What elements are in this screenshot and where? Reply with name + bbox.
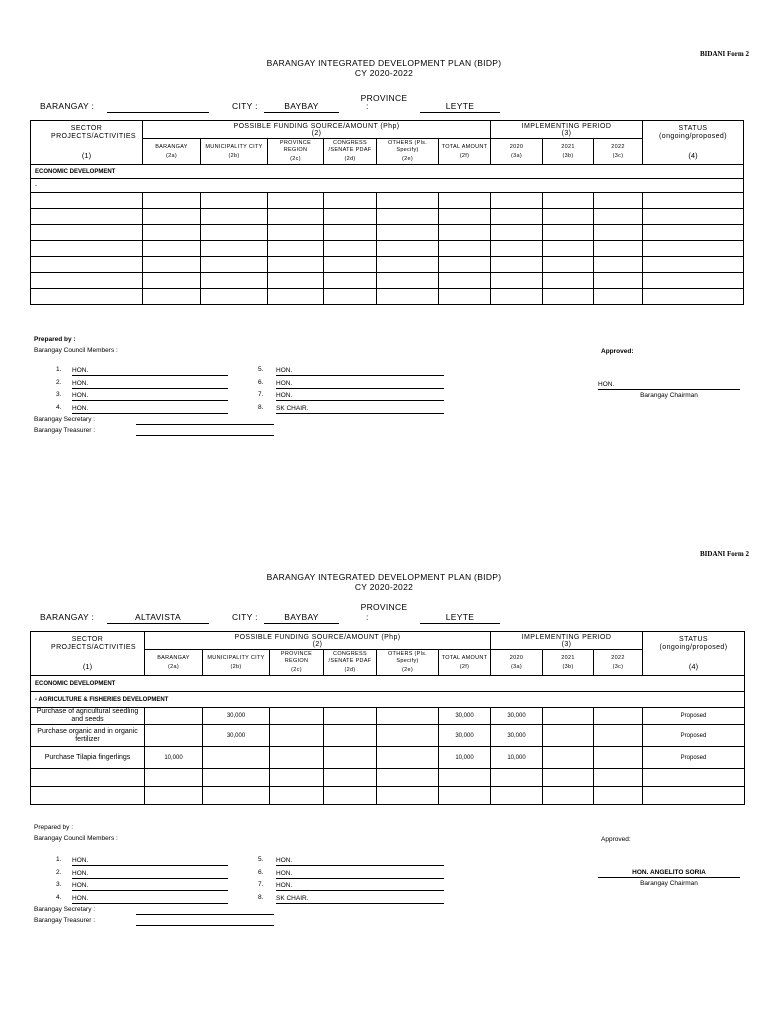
table-cell[interactable] [377, 289, 439, 305]
table-cell[interactable] [31, 273, 143, 289]
header-others-num: (2e) [402, 156, 413, 162]
member-signature-line[interactable]: HON. [276, 379, 444, 389]
table-cell[interactable] [31, 257, 143, 273]
table-cell[interactable] [643, 193, 744, 209]
table-cell[interactable] [268, 241, 324, 257]
member-signature-line[interactable]: HON. [276, 881, 444, 891]
table-row [31, 193, 744, 209]
form-subtitle: CY 2020-2022 [354, 68, 414, 78]
secretary-label: Barangay Secretary : [34, 906, 96, 913]
header-municipality-label: MUNICIPALITY CITY [207, 654, 265, 661]
form-title: BARANGAY INTEGRATED DEVELOPMENT PLAN (BIDP) [266, 58, 502, 68]
header-sector [31, 121, 143, 165]
table-row [31, 787, 745, 805]
table-cell[interactable] [145, 787, 203, 805]
table-cell[interactable] [543, 747, 594, 769]
header-2020-num: (3a) [511, 663, 522, 670]
city-field[interactable]: BAYBAY [264, 612, 339, 624]
header-province [268, 139, 324, 165]
header-2021 [543, 650, 594, 676]
table-cell[interactable] [543, 241, 594, 257]
header-municipality [203, 650, 270, 676]
table-cell[interactable]: 10,000 [491, 747, 543, 769]
table-cell[interactable] [145, 725, 203, 747]
header-2021-label: 2021 [561, 654, 575, 661]
table-cell[interactable] [268, 257, 324, 273]
header-2020-num: (3a) [511, 152, 522, 159]
header-municipality [201, 139, 268, 165]
table-cell[interactable]: 30,000 [491, 725, 543, 747]
member-signature-line[interactable]: SK CHAIR. [276, 404, 444, 414]
table-cell[interactable] [643, 289, 744, 305]
table-row [31, 289, 744, 305]
table-cell[interactable] [201, 225, 268, 241]
header-others-label: OTHERS (Pls. Specify) [387, 140, 428, 153]
table-cell[interactable]: 30,000 [491, 708, 543, 725]
header-status [643, 632, 745, 676]
table-cell[interactable] [594, 225, 643, 241]
header-province-label: PROVINCE REGION [279, 140, 312, 153]
form-code: BIDANI Form 2 [700, 550, 749, 558]
table-cell[interactable] [377, 209, 439, 225]
member-signature-line[interactable]: HON. [276, 366, 444, 376]
table-cell[interactable] [270, 787, 324, 805]
table-cell[interactable] [145, 708, 203, 725]
header-2020 [491, 139, 543, 165]
member-number: 2. [56, 378, 62, 386]
table-cell[interactable] [143, 193, 201, 209]
table-cell[interactable] [201, 273, 268, 289]
header-others [377, 650, 439, 676]
member-number: 6. [258, 868, 264, 876]
prepared-by-label: Prepared by : [34, 824, 74, 831]
header-funding [145, 632, 491, 650]
plan-table [30, 631, 745, 805]
table-cell[interactable] [491, 289, 543, 305]
table-cell[interactable]: 30,000 [203, 708, 270, 725]
header-sector-num: (1) [81, 151, 92, 160]
member-signature-line[interactable]: HON. [72, 881, 228, 891]
table-cell[interactable] [203, 747, 270, 769]
header-barangay-label: BARANGAY [157, 654, 190, 661]
header-province-label: PROVINCE REGION [280, 651, 313, 664]
subsection-row: - AGRICULTURE & FISHERIES DEVELOPMENT [31, 692, 745, 708]
header-total-label: TOTAL AMOUNT [441, 654, 488, 661]
province-field[interactable]: LEYTE [420, 101, 500, 113]
table-cell[interactable] [201, 209, 268, 225]
table-cell[interactable] [439, 787, 491, 805]
form-title: BARANGAY INTEGRATED DEVELOPMENT PLAN (BIDP) [266, 572, 502, 582]
table-cell[interactable] [491, 193, 543, 209]
header-2022-num: (3c) [612, 152, 624, 159]
table-cell[interactable] [543, 257, 594, 273]
table-cell[interactable] [143, 273, 201, 289]
province-colon: : [366, 612, 369, 622]
approved-label: Approved: [601, 348, 634, 355]
table-cell[interactable] [143, 241, 201, 257]
secretary-signature-line[interactable] [136, 415, 274, 425]
header-2022 [594, 650, 643, 676]
member-number: 1. [56, 856, 62, 863]
table-row [31, 209, 744, 225]
header-province-num: (2c) [290, 156, 301, 162]
header-status-num: (4) [688, 151, 698, 160]
table-row [31, 257, 744, 273]
member-signature-line[interactable]: HON. [72, 391, 228, 401]
header-barangay-num: (2a) [166, 152, 177, 159]
table-cell[interactable] [143, 209, 201, 225]
chairman-title: Barangay Chairman [640, 392, 698, 399]
city-field[interactable]: BAYBAY [264, 101, 339, 113]
member-signature-line[interactable]: HON. [72, 404, 228, 414]
barangay-field[interactable] [107, 101, 209, 113]
chairman-signature-line[interactable]: HON. [598, 380, 740, 390]
header-province-num: (2c) [291, 667, 302, 673]
table-cell[interactable] [324, 257, 377, 273]
header-congress-num: (2d) [344, 667, 356, 673]
table-cell[interactable] [270, 708, 324, 725]
plan-table [30, 120, 744, 305]
table-row [31, 225, 744, 241]
member-signature-line[interactable]: HON. [276, 391, 444, 401]
header-barangay [143, 139, 201, 165]
treasurer-signature-line[interactable] [136, 916, 274, 926]
header-barangay-num: (2a) [168, 663, 179, 670]
header-sector-num: (1) [82, 662, 93, 671]
table-row [31, 747, 745, 769]
table-cell[interactable] [145, 769, 203, 787]
header-total-num: (2f) [459, 663, 470, 670]
table-cell[interactable]: 30,000 [203, 725, 270, 747]
table-cell[interactable] [377, 787, 439, 805]
header-implementing [491, 121, 643, 139]
table-cell[interactable] [377, 708, 439, 725]
table-cell[interactable] [491, 209, 543, 225]
table-cell[interactable] [543, 225, 594, 241]
table-cell[interactable] [377, 725, 439, 747]
table-cell[interactable] [643, 209, 744, 225]
header-total-label: TOTAL AMOUNT [441, 143, 488, 150]
member-signature-line[interactable]: SK CHAIR. [276, 894, 444, 904]
table-cell[interactable] [439, 769, 491, 787]
table-cell[interactable]: 30,000 [439, 708, 491, 725]
member-signature-line[interactable]: HON. [72, 894, 228, 904]
table-cell[interactable] [594, 769, 643, 787]
table-cell[interactable] [268, 225, 324, 241]
table-cell[interactable] [594, 289, 643, 305]
header-status-num: (4) [688, 662, 699, 671]
member-signature-line[interactable]: HON. [276, 856, 444, 866]
header-implementing-label: IMPLEMENTING PERIOD [521, 122, 612, 130]
table-cell[interactable] [31, 787, 145, 805]
header-funding-label: POSSIBLE FUNDING SOURCE/AMOUNT (Php) [233, 122, 400, 130]
header-funding [143, 121, 491, 139]
province-field[interactable]: LEYTE [420, 612, 500, 624]
header-total-num: (2f) [459, 152, 470, 159]
table-cell[interactable] [643, 257, 744, 273]
table-cell[interactable] [543, 289, 594, 305]
form-code: BIDANI Form 2 [700, 50, 749, 58]
table-cell[interactable] [491, 241, 543, 257]
header-congress [324, 650, 377, 676]
table-cell[interactable] [324, 769, 377, 787]
secretary-label: Barangay Secretary : [34, 416, 96, 423]
treasurer-label: Barangay Treasurer : [34, 427, 96, 434]
table-cell[interactable] [439, 273, 491, 289]
table-row [31, 769, 745, 787]
header-others [377, 139, 439, 165]
header-2022-label: 2022 [611, 654, 625, 661]
table-cell[interactable] [203, 769, 270, 787]
barangay-label: BARANGAY : [40, 101, 95, 111]
treasurer-label: Barangay Treasurer : [34, 917, 96, 924]
table-cell[interactable] [439, 257, 491, 273]
table-cell[interactable] [143, 289, 201, 305]
table-cell[interactable] [643, 769, 745, 787]
prepared-by-label: Prepared by : [34, 336, 76, 343]
member-number: 5. [258, 856, 264, 863]
table-cell[interactable] [594, 273, 643, 289]
header-2022-num: (3c) [612, 663, 624, 670]
city-label: CITY : [232, 101, 258, 111]
council-members-label: Barangay Council Members : [34, 835, 118, 842]
table-cell[interactable]: 30,000 [439, 725, 491, 747]
header-2020-label: 2020 [509, 654, 524, 661]
table-cell[interactable] [268, 289, 324, 305]
table-cell[interactable] [543, 708, 594, 725]
header-implementing-num: (3) [561, 640, 572, 648]
table-cell[interactable] [439, 289, 491, 305]
table-cell[interactable] [203, 787, 270, 805]
table-cell[interactable] [594, 257, 643, 273]
table-row [31, 241, 744, 257]
table-cell[interactable] [543, 787, 594, 805]
header-congress [324, 139, 377, 165]
table-cell[interactable]: Proposed [643, 747, 745, 769]
member-signature-line[interactable]: HON. [72, 366, 228, 376]
header-municipality-num: (2b) [228, 152, 240, 159]
table-cell[interactable] [324, 708, 377, 725]
table-cell[interactable] [377, 257, 439, 273]
member-number: 4. [56, 893, 62, 901]
table-cell[interactable]: Purchase of agricultural seedling and seeds [31, 708, 145, 725]
table-cell[interactable] [377, 273, 439, 289]
table-cell[interactable] [324, 225, 377, 241]
table-cell[interactable] [377, 193, 439, 209]
table-cell[interactable] [268, 209, 324, 225]
header-barangay-label: BARANGAY [155, 143, 188, 150]
table-cell[interactable] [270, 725, 324, 747]
table-cell[interactable] [491, 225, 543, 241]
member-number: 4. [56, 403, 62, 411]
header-2021-num: (3b) [562, 152, 574, 159]
table-cell[interactable]: Proposed [643, 708, 745, 725]
subsection-row: - [31, 179, 744, 193]
member-signature-line[interactable]: HON. [72, 856, 228, 866]
province-heading: PROVINCE [360, 93, 408, 103]
header-funding-num: (2) [311, 129, 322, 137]
member-number: 7. [258, 391, 264, 398]
member-number: 3. [56, 391, 62, 398]
table-cell[interactable] [31, 241, 143, 257]
table-row [31, 708, 745, 725]
table-cell[interactable] [543, 769, 594, 787]
table-cell[interactable] [643, 241, 744, 257]
table-cell[interactable] [31, 769, 145, 787]
header-province [270, 650, 324, 676]
header-2021-num: (3b) [562, 663, 574, 670]
header-2021-label: 2021 [561, 143, 575, 150]
table-cell[interactable] [143, 257, 201, 273]
table-cell[interactable] [268, 193, 324, 209]
chairman-title: Barangay Chairman [640, 880, 698, 887]
member-number: 7. [258, 881, 264, 888]
member-number: 3. [56, 881, 62, 888]
barangay-field[interactable]: ALTAVISTA [107, 612, 209, 624]
section-economic-development: ECONOMIC DEVELOPMENT [31, 165, 744, 179]
member-number: 8. [258, 403, 264, 411]
table-cell[interactable] [439, 209, 491, 225]
table-cell[interactable] [594, 747, 643, 769]
header-funding-num: (2) [312, 640, 323, 648]
table-cell[interactable] [543, 209, 594, 225]
member-signature-line[interactable]: HON. [276, 869, 444, 879]
header-total [439, 650, 491, 676]
header-others-label: OTHERS (Pls. Specify) [387, 651, 428, 664]
table-cell[interactable] [594, 708, 643, 725]
council-members-label: Barangay Council Members : [34, 347, 118, 354]
table-cell[interactable] [594, 725, 643, 747]
table-cell[interactable] [31, 289, 143, 305]
header-total [439, 139, 491, 165]
table-cell[interactable] [439, 241, 491, 257]
table-cell[interactable] [543, 273, 594, 289]
table-cell[interactable] [201, 257, 268, 273]
chairman-signature-line[interactable]: HON. ANGELITO SORIA [598, 868, 740, 878]
table-cell[interactable] [324, 289, 377, 305]
header-sector-label: SECTOR PROJECTS/ACTIVITIES [51, 125, 136, 140]
barangay-label: BARANGAY : [40, 612, 95, 622]
header-status-label: STATUS (ongoing/proposed) [659, 636, 728, 651]
table-cell[interactable] [491, 787, 543, 805]
header-congress-num: (2d) [344, 156, 356, 162]
table-cell[interactable] [643, 273, 744, 289]
member-number: 2. [56, 868, 62, 876]
table-cell[interactable] [201, 241, 268, 257]
table-cell[interactable] [324, 209, 377, 225]
table-cell[interactable] [377, 241, 439, 257]
table-cell[interactable] [324, 787, 377, 805]
table-cell[interactable] [268, 273, 324, 289]
header-status [643, 121, 744, 165]
table-cell[interactable] [324, 747, 377, 769]
table-cell[interactable] [201, 289, 268, 305]
table-cell[interactable] [143, 225, 201, 241]
table-cell[interactable] [377, 225, 439, 241]
table-cell[interactable] [643, 787, 745, 805]
section-economic-development: ECONOMIC DEVELOPMENT [31, 676, 745, 692]
table-cell[interactable] [491, 273, 543, 289]
table-cell[interactable] [270, 769, 324, 787]
table-cell[interactable] [594, 787, 643, 805]
table-cell[interactable] [324, 241, 377, 257]
table-cell[interactable] [324, 193, 377, 209]
header-congress-label: CONGRESS /SENATE PDAF [328, 140, 372, 153]
header-congress-label: CONGRESS /SENATE PDAF [328, 651, 372, 664]
table-cell[interactable]: Proposed [643, 725, 745, 747]
table-cell[interactable] [270, 747, 324, 769]
table-cell[interactable] [324, 725, 377, 747]
table-cell[interactable]: 10,000 [439, 747, 491, 769]
table-cell[interactable] [31, 225, 143, 241]
table-cell[interactable] [594, 193, 643, 209]
treasurer-signature-line[interactable] [136, 426, 274, 436]
header-sector [31, 632, 145, 676]
header-2022 [594, 139, 643, 165]
header-2022-label: 2022 [611, 143, 625, 150]
table-cell[interactable]: Purchase Tilapia fingerlings [31, 747, 145, 769]
secretary-signature-line[interactable] [136, 905, 274, 915]
province-colon: : [366, 101, 369, 111]
header-municipality-num: (2b) [230, 663, 242, 670]
table-cell[interactable] [324, 273, 377, 289]
table-cell[interactable] [543, 193, 594, 209]
table-cell[interactable] [439, 225, 491, 241]
header-2021 [543, 139, 594, 165]
table-cell[interactable] [377, 747, 439, 769]
table-cell[interactable] [31, 193, 143, 209]
header-implementing [491, 632, 643, 650]
table-row [31, 273, 744, 289]
table-cell[interactable] [491, 769, 543, 787]
header-barangay [145, 650, 203, 676]
header-municipality-label: MUNICIPALITY CITY [205, 143, 263, 150]
table-cell[interactable] [643, 225, 744, 241]
header-sector-label: SECTOR PROJECTS/ACTIVITIES [51, 636, 136, 651]
header-implementing-num: (3) [561, 129, 572, 137]
table-cell[interactable] [543, 725, 594, 747]
table-cell[interactable] [201, 193, 268, 209]
member-number: 5. [258, 366, 264, 373]
city-label: CITY : [232, 612, 258, 622]
header-2020 [491, 650, 543, 676]
table-cell[interactable] [491, 257, 543, 273]
header-status-label: STATUS (ongoing/proposed) [659, 125, 727, 140]
approved-label: Approved: [601, 836, 631, 843]
province-heading: PROVINCE [360, 602, 408, 612]
table-cell[interactable]: 10,000 [145, 747, 203, 769]
member-number: 8. [258, 893, 264, 901]
header-funding-label: POSSIBLE FUNDING SOURCE/AMOUNT (Php) [234, 633, 401, 641]
member-signature-line[interactable]: HON. [72, 379, 228, 389]
table-row [31, 725, 745, 747]
table-cell[interactable] [439, 193, 491, 209]
table-cell[interactable] [31, 209, 143, 225]
member-signature-line[interactable]: HON. [72, 869, 228, 879]
member-number: 1. [56, 366, 62, 373]
header-2020-label: 2020 [509, 143, 524, 150]
header-implementing-label: IMPLEMENTING PERIOD [521, 633, 612, 641]
table-cell[interactable] [594, 209, 643, 225]
header-others-num: (2e) [402, 667, 413, 673]
table-cell[interactable]: Purchase organic and in organic fertilizer [31, 725, 145, 747]
table-cell[interactable] [377, 769, 439, 787]
table-cell[interactable] [594, 241, 643, 257]
form-subtitle: CY 2020-2022 [354, 582, 414, 592]
member-number: 6. [258, 378, 264, 386]
